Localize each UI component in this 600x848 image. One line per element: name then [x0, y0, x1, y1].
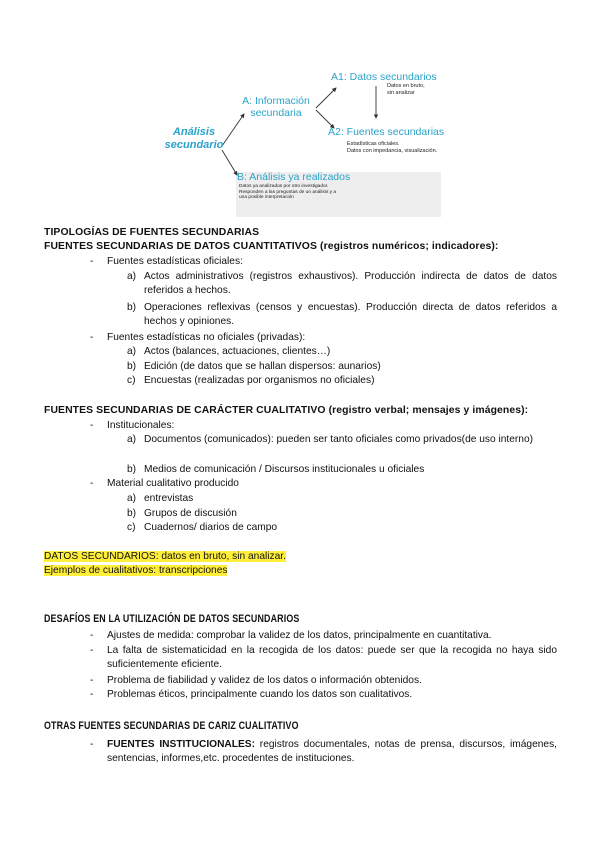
list-subitem-text: Documentos (comunicados): pueden ser tanto oficiales como privados(de uso interno) [144, 434, 534, 445]
diagram-node-b-note: Datos ya analizados por otro investigador. Responden a las preguntas de un análisis y a una posible interpretación [239, 184, 337, 201]
section-subtitle-cuantitativos: FUENTES SECUNDARIAS DE DATOS CUANTITATIVOS (registros numéricos; indicadores): [44, 241, 499, 252]
analysis-diagram [0, 0, 600, 220]
diagram-node-a: A: Información secundaria [242, 95, 310, 119]
diagram-center-label: Análisis secundario [164, 126, 224, 151]
list-item-text: La falta de sistematicidad en la recogida de los datos: puede ser que la recogida no haya sido suficientemente eficiente. [107, 645, 557, 670]
list-item-text [107, 738, 557, 766]
section-title-desafios: DESAFÍOS EN LA UTILIZACIÓN DE DATOS SECUNDARIOS [44, 613, 300, 625]
document-page: Análisis secundario A: Información secundaria A1: Datos secundarios Datos en bruto, sin analizar A2: Fuentes secundarias Estadísticas oficiales. Datos con impedancia, visualización. B: Análisis ya realizados Datos ya analizados por otro investigador. Responden a las preguntas de un análisis y a una posible interpretación TIPOLOGÍAS DE FUENTES SECUNDARIAS FUENTES SECUNDARIAS DE DATOS CUANTITATIVOS (registros numéricos; indicadores): - Fuentes estadísticas oficiales: a) Actos administrativos (registros exhaustivos). Producción indirecta de datos de datos referidos a hechos. b) Operaciones reflexivas (censos y encuestas). Producción directa de datos referidos a hechos y opiniones. - Fuentes estadísticas no oficiales (privadas): a) Actos (balances, actuaciones, clientes…) b) Edición (de datos que se hallan dispersos: aunarios) c) Encuestas (realizadas por organismos no oficiales) FUENTES SECUNDARIAS DE CARÁCTER CUALITATIVO (registro verbal; mensajes y imágenes): - Institucionales: a) Documentos (comunicados): pueden ser tanto oficiales como privados(de uso interno) b) Medios de comunicación / Discursos institucionales u oficiales - Material cualitativo producido a) entrevistas b) Grupos de discusión c) Cuadernos/ diarios de campo DATOS SECUNDARIOS: datos en bruto, sin analizar. Ejemplos de cualitativos: transcripciones DESAFÍOS EN LA UTILIZACIÓN DE DATOS SECUNDARIOS - Ajustes de medida: comprobar la validez de los datos, principalmente en cuantitativa. - La falta de sistematicidad en la recogida de los datos: puede ser que la recogida no haya sido suficientemente eficiente. - Problema de fiabilidad y validez de los datos o información obtenidos. - Problemas éticos, principalmente cuando los datos son cualitativos. OTRAS FUENTES SECUNDARIAS DE CARIZ CUALITATIVO - FUENTES INSTITUCIONALES: registros documentales, notas de prensa, discursos, imágenes, sentencias, informes,etc. procedentes de instituciones. [0, 0, 600, 848]
diagram-node-b: B: Análisis ya realizados [237, 171, 351, 183]
diagram-node-a2: A2: Fuentes secundarias [328, 126, 445, 138]
highlight-note: Ejemplos de cualitativos: transcripciones [44, 565, 228, 576]
arrow-to-b [222, 150, 237, 175]
institutional-sources-text: registros documentales, notas de prensa, discursos, imágenes, sentencias, informes,etc. procedentes de instituciones. [107, 739, 557, 764]
section-subtitle-cualitativo: FUENTES SECUNDARIAS DE CARÁCTER CUALITATIVO (registro verbal; mensajes y imágenes): [44, 405, 529, 416]
highlight-note: DATOS SECUNDARIOS: datos en bruto, sin analizar. [44, 551, 286, 562]
section-title-tipologias: TIPOLOGÍAS DE FUENTES SECUNDARIAS [44, 227, 260, 238]
diagram-node-a2-note: Estadísticas oficiales. Datos con impedancia, visualización. [347, 141, 438, 154]
diagram-node-a1-note: Datos en bruto, sin analizar [387, 83, 425, 96]
arrow-to-a1 [316, 88, 336, 108]
list-subitem-text: Operaciones reflexivas (censos y encuestas). Producción directa de datos referidos a hechos y opiniones. [144, 302, 557, 327]
list-subitem-text: Actos administrativos (registros exhaustivos). Producción indirecta de datos de datos referidos a hechos. [144, 271, 557, 296]
diagram-node-a1: A1: Datos secundarios [331, 71, 437, 83]
section-title-otras-fuentes: OTRAS FUENTES SECUNDARIAS DE CARIZ CUALITATIVO [44, 720, 299, 732]
institutional-sources-label: FUENTES INSTITUCIONALES: [107, 739, 255, 750]
